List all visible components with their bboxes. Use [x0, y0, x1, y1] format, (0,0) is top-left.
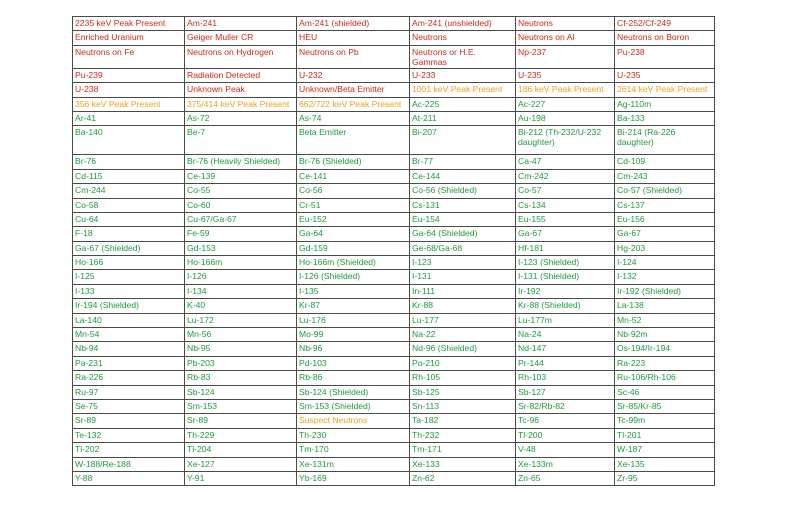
table-cell: Bi-212 (Th-232/U-232 daughter) [516, 126, 615, 155]
table-cell: Nb-96 [297, 342, 410, 356]
table-cell: I-126 [185, 270, 297, 284]
table-cell: Po-210 [410, 356, 516, 370]
table-cell: I-135 [297, 284, 410, 298]
table-cell: Tc-99m [615, 414, 715, 428]
table-cell: As-72 [185, 111, 297, 125]
table-row [73, 356, 715, 370]
table-cell: Co-55 [185, 184, 297, 198]
table-cell: Am-241 (unshielded) [410, 17, 516, 31]
table-cell: Ga-67 [615, 227, 715, 241]
table-row [73, 414, 715, 428]
table-cell: Cf-252/Cf-249 [615, 17, 715, 31]
table-cell: Zn-65 [516, 471, 615, 485]
table-cell: K-40 [185, 299, 297, 313]
table-cell: Tl-201 [615, 428, 715, 442]
table-cell: Sb-124 [185, 385, 297, 399]
table-cell: Sr-82/Rb-82 [516, 399, 615, 413]
table-cell: Eu-152 [297, 212, 410, 226]
table-cell: Ir-192 (Shielded) [615, 284, 715, 298]
table-cell: Xe-133m [516, 457, 615, 471]
table-cell: Be-7 [185, 126, 297, 155]
table-cell: Geiger Muller CR [185, 31, 297, 45]
table-cell: Rb-83 [185, 371, 297, 385]
table-cell: Mo-99 [297, 328, 410, 342]
table-row [73, 328, 715, 342]
table-cell: Sb-125 [410, 385, 516, 399]
table-row [73, 342, 715, 356]
table-cell: U-235 [615, 68, 715, 82]
table-cell: Zn-62 [410, 471, 516, 485]
table-cell: Co-56 (Shielded) [410, 184, 516, 198]
table-cell: Sb-124 (Shielded) [297, 385, 410, 399]
table-cell: Br-77 [410, 155, 516, 169]
table-cell: 2235 keV Peak Present [73, 17, 185, 31]
table-cell: Sr-89 [185, 414, 297, 428]
table-cell: Ac-227 [516, 97, 615, 111]
table-cell: Ag-110m [615, 97, 715, 111]
table-cell: Unknown Peak [185, 83, 297, 97]
table-cell: Cd-109 [615, 155, 715, 169]
table-cell: Y-88 [73, 471, 185, 485]
table-cell: Sn-113 [410, 399, 516, 413]
table-cell: Xe-127 [185, 457, 297, 471]
table-cell: Kr-88 (Shielded) [516, 299, 615, 313]
table-cell: Sc-46 [615, 385, 715, 399]
table-cell: Cd-115 [73, 169, 185, 183]
table-cell: Co-58 [73, 198, 185, 212]
table-cell: Ta-182 [410, 414, 516, 428]
table-row [73, 457, 715, 471]
table-cell: Nb-95 [185, 342, 297, 356]
table-row [73, 126, 715, 155]
table-cell: I-126 (Shielded) [297, 270, 410, 284]
table-row [73, 198, 715, 212]
table-row [73, 155, 715, 169]
table-row [73, 385, 715, 399]
table-row [73, 371, 715, 385]
table-cell: Ga-67 [516, 227, 615, 241]
table-cell: Ra-226 [73, 371, 185, 385]
table-cell: Tl-204 [185, 443, 297, 457]
table-cell: Co-60 [185, 198, 297, 212]
table-cell: Eu-155 [516, 212, 615, 226]
table-cell: Lu-172 [185, 313, 297, 327]
table-cell: At-211 [410, 111, 516, 125]
table-cell: Neutrons on Boron [615, 31, 715, 45]
table-cell: Cs-131 [410, 198, 516, 212]
table-cell: Neutrons on Fe [73, 45, 185, 68]
table-cell: Ga-64 [297, 227, 410, 241]
table-cell: U-233 [410, 68, 516, 82]
table-cell: Pa-231 [73, 356, 185, 370]
table-cell: Co-57 [516, 184, 615, 198]
table-cell: Rb-86 [297, 371, 410, 385]
table-cell: Au-198 [516, 111, 615, 125]
table-cell: I-123 [410, 256, 516, 270]
table-cell: Unknown/Beta Emitter [297, 83, 410, 97]
table-cell: Sb-127 [516, 385, 615, 399]
table-cell: Ga-67 (Shielded) [73, 241, 185, 255]
table-cell: Ce-139 [185, 169, 297, 183]
table-cell: Suspect Neutrons [297, 414, 410, 428]
table-cell: Co-57 (Shielded) [615, 184, 715, 198]
table-cell: Cs-137 [615, 198, 715, 212]
table-cell: F-18 [73, 227, 185, 241]
table-cell: Neutrons or H.E. Gammas [410, 45, 516, 68]
table-cell: Ho-166m (Shielded) [297, 256, 410, 270]
table-cell: Radiation Detected [185, 68, 297, 82]
table-cell: Na-24 [516, 328, 615, 342]
table-cell: Eu-154 [410, 212, 516, 226]
table-cell: I-123 (Shielded) [516, 256, 615, 270]
table-cell: Ru-106/Rh-106 [615, 371, 715, 385]
table-cell: Tl-200 [516, 428, 615, 442]
table-cell: Cu-64 [73, 212, 185, 226]
table-cell: In-111 [410, 284, 516, 298]
table-cell: Ra-223 [615, 356, 715, 370]
table-cell: Ca-47 [516, 155, 615, 169]
table-row [73, 184, 715, 198]
table-cell: Rh-105 [410, 371, 516, 385]
table-cell: Neutrons [410, 31, 516, 45]
table-cell: Sr-85/Kr-85 [615, 399, 715, 413]
table-cell: Nd-147 [516, 342, 615, 356]
table-cell: Ce-141 [297, 169, 410, 183]
table-cell: U-238 [73, 83, 185, 97]
table-cell: 186 keV Peak Present [516, 83, 615, 97]
table-cell: Sm-153 (Shielded) [297, 399, 410, 413]
table-cell: Lu-176 [297, 313, 410, 327]
table-cell: Zr-95 [615, 471, 715, 485]
table-cell: Ar-41 [73, 111, 185, 125]
table-cell: La-138 [615, 299, 715, 313]
table-cell: Cu-67/Ga-67 [185, 212, 297, 226]
table-cell: Ge-68/Ga-68 [410, 241, 516, 255]
table-cell: HEU [297, 31, 410, 45]
table-cell: Am-241 (shielded) [297, 17, 410, 31]
table-cell: Ir-192 [516, 284, 615, 298]
table-cell: Ce-144 [410, 169, 516, 183]
table-cell: Enriched Uranium [73, 31, 185, 45]
table-cell: 1001 keV Peak Present [410, 83, 516, 97]
table-cell: 356 keV Peak Present [73, 97, 185, 111]
table-cell: Am-241 [185, 17, 297, 31]
table-cell: Pr-144 [516, 356, 615, 370]
table-cell: Ir-194 (Shielded) [73, 299, 185, 313]
table-row [73, 313, 715, 327]
table-row [73, 68, 715, 82]
table-cell: Ba-140 [73, 126, 185, 155]
table-cell: Pb-203 [185, 356, 297, 370]
table-cell: U-232 [297, 68, 410, 82]
table-row [73, 212, 715, 226]
table-cell: Bi-214 (Ra-226 daughter) [615, 126, 715, 155]
table-cell: Lu-177 [410, 313, 516, 327]
table-cell: Tm-170 [297, 443, 410, 457]
table-cell: Beta Emitter [297, 126, 410, 155]
table-cell: Xe-133 [410, 457, 516, 471]
table-cell: U-235 [516, 68, 615, 82]
table-row [73, 270, 715, 284]
table-cell: Co-56 [297, 184, 410, 198]
table-cell: Cs-134 [516, 198, 615, 212]
table-cell: Tm-171 [410, 443, 516, 457]
table-cell: Mn-52 [615, 313, 715, 327]
table-row [73, 428, 715, 442]
table-cell: Th-229 [185, 428, 297, 442]
table-cell: Neutrons on Pb [297, 45, 410, 68]
table-row [73, 97, 715, 111]
table-cell: Kr-88 [410, 299, 516, 313]
table-cell: Rh-103 [516, 371, 615, 385]
isotope-table-body [73, 17, 715, 486]
table-row [73, 17, 715, 31]
table-cell: I-124 [615, 256, 715, 270]
table-cell: W-187 [615, 443, 715, 457]
table-cell: Nd-96 (Shielded) [410, 342, 516, 356]
table-cell: I-133 [73, 284, 185, 298]
table-cell: 2614 keV Peak Present [615, 83, 715, 97]
table-row [73, 284, 715, 298]
table-row [73, 443, 715, 457]
table-cell: As-74 [297, 111, 410, 125]
table-cell: Eu-156 [615, 212, 715, 226]
table-cell: I-134 [185, 284, 297, 298]
table-cell: Lu-177m [516, 313, 615, 327]
table-cell: Ga-64 (Shielded) [410, 227, 516, 241]
table-cell: Cm-242 [516, 169, 615, 183]
table-cell: Gd-159 [297, 241, 410, 255]
table-cell: Ac-225 [410, 97, 516, 111]
table-cell: Cr-51 [297, 198, 410, 212]
table-cell: La-140 [73, 313, 185, 327]
table-cell: Br-76 (Shielded) [297, 155, 410, 169]
table-cell: Yb-169 [297, 471, 410, 485]
table-row [73, 169, 715, 183]
table-row [73, 227, 715, 241]
table-cell: Neutrons on Hydrogen [185, 45, 297, 68]
table-cell: Th-232 [410, 428, 516, 442]
table-row [73, 31, 715, 45]
table-cell: Na-22 [410, 328, 516, 342]
table-cell: Pd-103 [297, 356, 410, 370]
table-cell: I-131 [410, 270, 516, 284]
table-cell: I-132 [615, 270, 715, 284]
table-cell: Kr-87 [297, 299, 410, 313]
table-cell: Sr-89 [73, 414, 185, 428]
table-cell: I-131 (Shielded) [516, 270, 615, 284]
isotope-table [72, 16, 715, 486]
table-cell: Mn-54 [73, 328, 185, 342]
table-cell: Tc-96 [516, 414, 615, 428]
table-cell: Sm-153 [185, 399, 297, 413]
table-cell: Pu-238 [615, 45, 715, 68]
table-cell: Xe-135 [615, 457, 715, 471]
table-cell: 375/414 keV Peak Present [185, 97, 297, 111]
table-cell: I-125 [73, 270, 185, 284]
table-cell: Np-237 [516, 45, 615, 68]
table-cell: Os-194/Ir-194 [615, 342, 715, 356]
table-cell: Hg-203 [615, 241, 715, 255]
table-row [73, 256, 715, 270]
table-row [73, 111, 715, 125]
table-cell: W-188/Re-188 [73, 457, 185, 471]
table-cell: 662/722 keV Peak Present [297, 97, 410, 111]
table-cell: V-48 [516, 443, 615, 457]
table-row [73, 299, 715, 313]
table-cell: Ru-97 [73, 385, 185, 399]
table-cell: Th-230 [297, 428, 410, 442]
table-row [73, 45, 715, 68]
table-row [73, 83, 715, 97]
table-cell: Nb-92m [615, 328, 715, 342]
table-row [73, 471, 715, 485]
table-cell: Fe-59 [185, 227, 297, 241]
table-row [73, 241, 715, 255]
table-cell: Cm-244 [73, 184, 185, 198]
table-cell: Bi-207 [410, 126, 516, 155]
table-cell: Hf-181 [516, 241, 615, 255]
table-cell: Y-91 [185, 471, 297, 485]
table-cell: Neutrons [516, 17, 615, 31]
table-cell: Cm-243 [615, 169, 715, 183]
table-cell: Gd-153 [185, 241, 297, 255]
table-cell: Ba-133 [615, 111, 715, 125]
table-cell: Se-75 [73, 399, 185, 413]
table-cell: Pu-239 [73, 68, 185, 82]
table-cell: Te-132 [73, 428, 185, 442]
table-cell: Xe-131m [297, 457, 410, 471]
table-cell: Ho-166 [73, 256, 185, 270]
table-cell: Tl-202 [73, 443, 185, 457]
table-cell: Neutrons on Al [516, 31, 615, 45]
table-cell: Br-76 (Heavily Shielded) [185, 155, 297, 169]
table-cell: Ho-166m [185, 256, 297, 270]
table-cell: Mn-56 [185, 328, 297, 342]
table-row [73, 399, 715, 413]
table-cell: Br-76 [73, 155, 185, 169]
table-cell: Nb-94 [73, 342, 185, 356]
